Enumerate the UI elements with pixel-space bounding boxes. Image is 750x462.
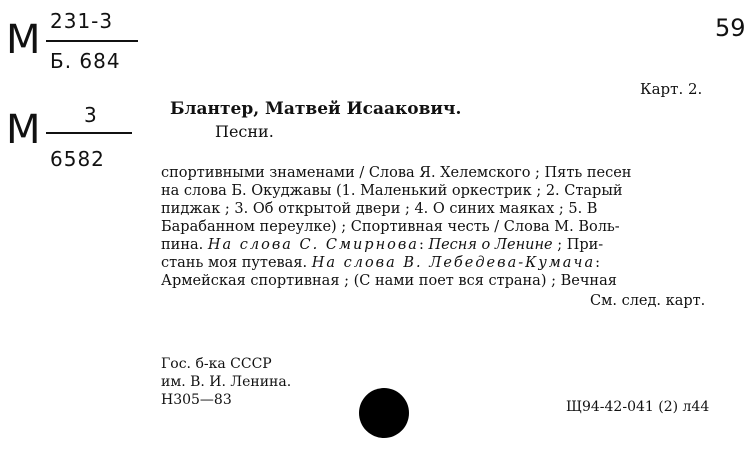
footer-library-line-1: Гос. б-ка СССР xyxy=(161,356,272,372)
author-heading: Блантер, Матвей Исаакович. xyxy=(170,99,462,119)
shelf-mark-1-top: 231-3 xyxy=(50,9,114,33)
continued-note: См. след. карт. xyxy=(590,293,706,309)
footer-library-line-2: им. В. И. Ленина. xyxy=(161,374,292,390)
body-line-5 xyxy=(161,236,603,254)
body-line-5-lyricist: На слова С. Смирнова xyxy=(207,237,419,253)
shelf-mark-1-fraction-line xyxy=(46,40,138,42)
body-line-6-c: : xyxy=(595,255,600,271)
shelf-mark-1-prefix: М xyxy=(6,17,41,63)
body-line-2: на слова Б. Окуджавы (1. Маленький оркестрик ; 2. Старый xyxy=(161,183,623,199)
punch-hole xyxy=(359,388,409,438)
title-heading: Песни. xyxy=(215,122,274,141)
body-line-3: пиджак ; 3. Об открытой двери ; 4. О синих маяках ; 5. В xyxy=(161,201,598,217)
body-line-5-a: пина. xyxy=(161,237,208,253)
body-line-7: Армейская спортивная ; (С нами поет вся страна) ; Вечная xyxy=(161,273,617,289)
body-line-5-e: ; При- xyxy=(552,237,604,253)
shelf-mark-2-fraction-line xyxy=(46,132,132,134)
card-number: Карт. 2. xyxy=(640,80,703,98)
body-line-4: Барабанном переулке) ; Спортивная честь / Слова М. Воль- xyxy=(161,219,620,235)
footer-print-number: Н305—83 xyxy=(161,392,232,408)
shelf-mark-2-prefix: М xyxy=(6,107,41,153)
body-line-5-c: : xyxy=(418,237,429,253)
corner-handwritten-number: 59 xyxy=(715,14,746,42)
body-line-6-a: стань моя путевая. xyxy=(161,255,312,271)
shelf-mark-1-bottom: Б. 684 xyxy=(50,49,121,73)
body-line-1: спортивными знаменами / Слова Я. Хелемского ; Пять песен xyxy=(161,165,632,181)
body-line-6-lyricist: На слова В. Лебедева-Кумача xyxy=(311,255,596,271)
body-line-5-song: Песня о Ленине xyxy=(428,237,553,253)
footer-class-code: Щ94-42-041 (2) л44 xyxy=(566,399,710,415)
body-line-6 xyxy=(161,254,600,272)
shelf-mark-2-bottom: 6582 xyxy=(50,147,105,171)
shelf-mark-2-top: 3 xyxy=(84,103,98,127)
